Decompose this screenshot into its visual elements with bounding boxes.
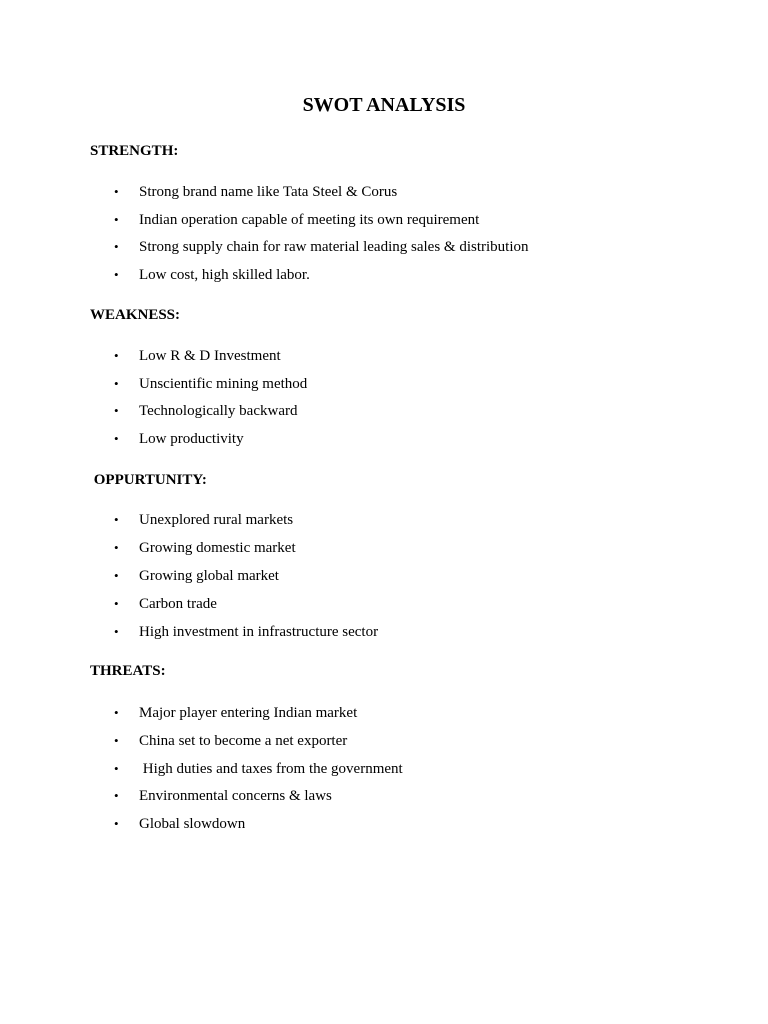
list-item-text: Growing global market bbox=[139, 568, 279, 584]
list-item bbox=[114, 183, 397, 201]
bullet-icon: • bbox=[114, 512, 119, 527]
list-item-text: Strong brand name like Tata Steel & Corus bbox=[139, 184, 398, 200]
bullet-icon: • bbox=[114, 376, 119, 391]
list-item-text: Carbon trade bbox=[139, 596, 217, 612]
list-item-text: Strong supply chain for raw material leading sales & distribution bbox=[139, 239, 529, 255]
list-item bbox=[114, 732, 347, 750]
bullet-icon: • bbox=[114, 212, 119, 227]
list-item bbox=[114, 266, 310, 284]
list-item-text: Global slowdown bbox=[139, 816, 246, 832]
bullet-icon: • bbox=[114, 624, 119, 639]
list-item bbox=[114, 375, 307, 393]
section-heading-threats: THREATS: bbox=[90, 663, 166, 679]
list-item bbox=[114, 402, 297, 420]
list-item-text: Low R & D Investment bbox=[139, 348, 281, 364]
list-item bbox=[114, 760, 403, 778]
bullet-icon: • bbox=[114, 239, 119, 254]
section-heading-weakness: WEAKNESS: bbox=[90, 307, 181, 323]
section-heading-opportunity: OPPURTUNITY: bbox=[90, 472, 207, 488]
bullet-icon: • bbox=[114, 733, 119, 748]
bullet-icon: • bbox=[114, 431, 119, 446]
section-heading-strength: STRENGTH: bbox=[90, 143, 179, 159]
bullet-icon: • bbox=[114, 788, 119, 803]
list-item-text: High investment in infrastructure sector bbox=[139, 624, 379, 640]
list-item-text: Indian operation capable of meeting its own requirement bbox=[139, 212, 480, 228]
list-item-text: Environmental concerns & laws bbox=[139, 788, 332, 804]
list-item bbox=[114, 704, 357, 722]
list-item-text: Technologically backward bbox=[139, 403, 298, 419]
list-item-text: Unscientific mining method bbox=[139, 376, 308, 392]
list-item bbox=[114, 347, 281, 365]
list-item bbox=[114, 787, 332, 805]
list-item bbox=[114, 430, 244, 448]
list-item bbox=[114, 595, 217, 613]
bullet-icon: • bbox=[114, 348, 119, 363]
bullet-icon: • bbox=[114, 184, 119, 199]
bullet-icon: • bbox=[114, 761, 119, 776]
list-item-text: High duties and taxes from the government bbox=[139, 761, 403, 777]
list-item bbox=[114, 238, 529, 256]
bullet-icon: • bbox=[114, 540, 119, 555]
bullet-icon: • bbox=[114, 816, 119, 831]
list-item bbox=[114, 539, 296, 557]
list-item-text: Unexplored rural markets bbox=[139, 512, 294, 528]
list-item bbox=[114, 211, 479, 229]
bullet-icon: • bbox=[114, 403, 119, 418]
list-item bbox=[114, 567, 279, 585]
bullet-icon: • bbox=[114, 705, 119, 720]
list-item-text: Low cost, high skilled labor. bbox=[139, 267, 310, 283]
list-item-text: Growing domestic market bbox=[139, 540, 296, 556]
bullet-icon: • bbox=[114, 267, 119, 282]
list-item bbox=[114, 511, 293, 529]
list-item bbox=[114, 815, 245, 833]
list-item-text: Low productivity bbox=[139, 431, 244, 447]
bullet-icon: • bbox=[114, 568, 119, 583]
list-item bbox=[114, 623, 378, 641]
list-item-text: Major player entering Indian market bbox=[139, 705, 358, 721]
page-title: SWOT ANALYSIS bbox=[302, 94, 466, 116]
list-item-text: China set to become a net exporter bbox=[139, 733, 348, 749]
bullet-icon: • bbox=[114, 596, 119, 611]
